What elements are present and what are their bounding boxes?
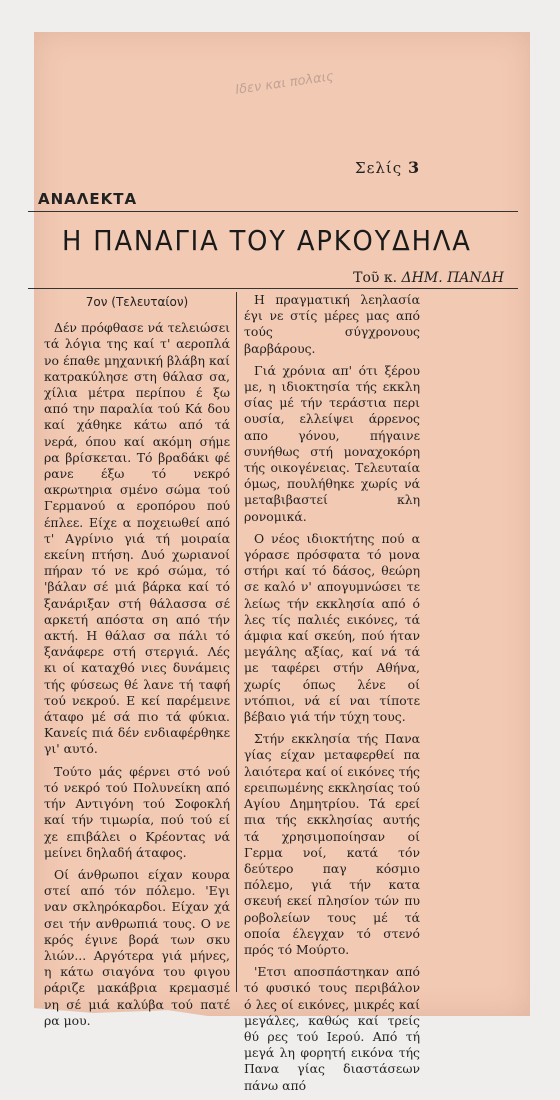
section-rule: [28, 211, 518, 212]
column-divider: [236, 292, 237, 992]
page-word: Σελίς: [355, 159, 403, 177]
byline-rule: [28, 288, 518, 289]
page-number: [355, 158, 420, 177]
right-column: [244, 292, 420, 1100]
page-digit: 3: [407, 158, 421, 177]
byline: [353, 270, 504, 286]
section-heading: ΑΝΑΛΕΚΤΑ: [38, 190, 138, 208]
paragraph: 'Ετσι αποσπάστηκαν από τό φυσικό τους περιβάλον ό λες οί εικόνες, μικρές καί μεγάλες, καθώς καί τρείς θύ ρες τού Ιερού. Από τή μεγά λη φορητή εικόνα τής Πανα γίας διαστάσεων πάνω από: [244, 964, 420, 1093]
paragraph: Οί άνθρωποι είχαν κουρα στεί από τόν πόλεμο. 'Εγι ναν σκληρόκαρδοι. Είχαν χά σει τήν ανθρωπιά τους. Ο νε κρός έγινε βορά των σκυ λιών... Αργότερα γιά μήνες, η κάτω σιαγόνα του φιγου ράριζε μακάβρια κρεμασμέ νη σέ μιά καλύβα τού πατέ ρα μου.: [44, 866, 230, 1028]
paragraph: Τούτο μάς φέρνει στό νού τό νεκρό τού Πολυνείκη από τήν Αντιγόνη τού Σοφοκλή καί τήν τιμωρία, πού τού εί χε επιβάλει ο Κρέοντας νά μείνει δηλαδή άταφος.: [44, 763, 230, 860]
byline-prefix: Τοῦ κ.: [353, 270, 398, 286]
byline-author: ΔΗΜ. ΠΑΝΔΗ: [401, 270, 504, 286]
paragraph: Δέν πρόφθασε νά τελειώσει τά λόγια της καί τ' αεροπλά νο έπαθε μηχανική βλάβη καί κατρακύλησε στη θάλασ σα, χίλια μέτρα περίπου έ ξω από την παραλία τού Κά δου καί χάθηκε κάτω από τά νερά, όπου καί ακόμη σήμε ρα βρίσκεται. Τό βραδάκι φέ ρανε έξω τό νεκρό ακρωτηρια σμένο σώμα τού Γερμανού α εροπόρου πού έπλεε. Είχε α ποχειωθεί από τ' Αγρίνιο γιά τή μοιραία εκείνη πτήση. Δυό χωριανοί πήραν τό νε κρό σώμα, τό 'βάλαν σέ μιά βάρκα καί τό ξανάριξαν στή θάλασσα σέ αρκετή απόστα ση από τήν ακτή. Η θάλασ σα πάλι τό ξανάφερε στή στεργιά. Λές κι οί καταχθό νιες δυνάμεις τής φύσεως θέ λανε τή ταφή τού νεκρού. Ε κεί παρέμεινε άταφο μέ σά πιο τά φύκια. Κανείς πιά δέν ενδιαφέρθηκε γι' αυτό.: [44, 320, 230, 757]
paragraph: Γιά χρόνια απ' ότι ξέρου με, η ιδιοκτησία τής εκκλη σίας μέ τήν τεράστια περι ουσία, ελλείψει άρρενος απο γόνου, πήγαινε συνήθως στή μοναχοκόρη τής οικογένειας. Τελευταία όμως, πουλήθηκε χωρίς νά μεταβιβαστεί κλη ρονομικά.: [244, 362, 420, 524]
part-label: 7ον (Τελευταίον): [85, 295, 189, 309]
paragraph: Ο νέος ιδιοκτήτης πού α γόρασε πρόσφατα τό μονα στήρι καί τό δάσος, θεώρη σε καλό ν' απογυμνώσει τε λείως τήν εκκλησία από ό λες τίς παλιές εικόνες, τά άμφια καί σκεύη, πού ήταν μεγάλης αξίας, καί νά τά με ταφέρει στήν Αθήνα, χωρίς όπως λένε οί ντόπιοι, νά εί ναι τίποτε βέβαιο γιά τήν τύχη τους.: [244, 530, 420, 725]
handwritten-note: Ιδεν και πολαις: [234, 69, 335, 98]
left-column: [44, 292, 230, 1035]
article-title: Η ΠΑΝΑΓΙΑ ΤΟΥ ΑΡΚΟΥΔΗΛΑ: [62, 224, 472, 257]
paragraph: Στήν εκκλησία τής Πανα γίας είχαν μεταφερθεί πα λαιότερα καί οί εικόνες τής ερειπωμένης εκκλησίας τού Αγίου Δημητρίου. Τά ερεί πια τής εκκλησίας αυτής τά χρησιμοποίησαν οί Γερμα νοί, κατά τόν δεύτερο παγ κόσμιο πόλεμο, γιά τήν κατα σκευή εκεί πλησίον τών πυ ροβολείων τους μέ τά οποία έλεγχαν τό στενό πρός τό Μούρτο.: [244, 731, 420, 957]
paragraph: Η πραγματική λεηλασία έγι νε στίς μέρες μας από τούς σύγχρονους βαρβάρους.: [244, 292, 420, 356]
